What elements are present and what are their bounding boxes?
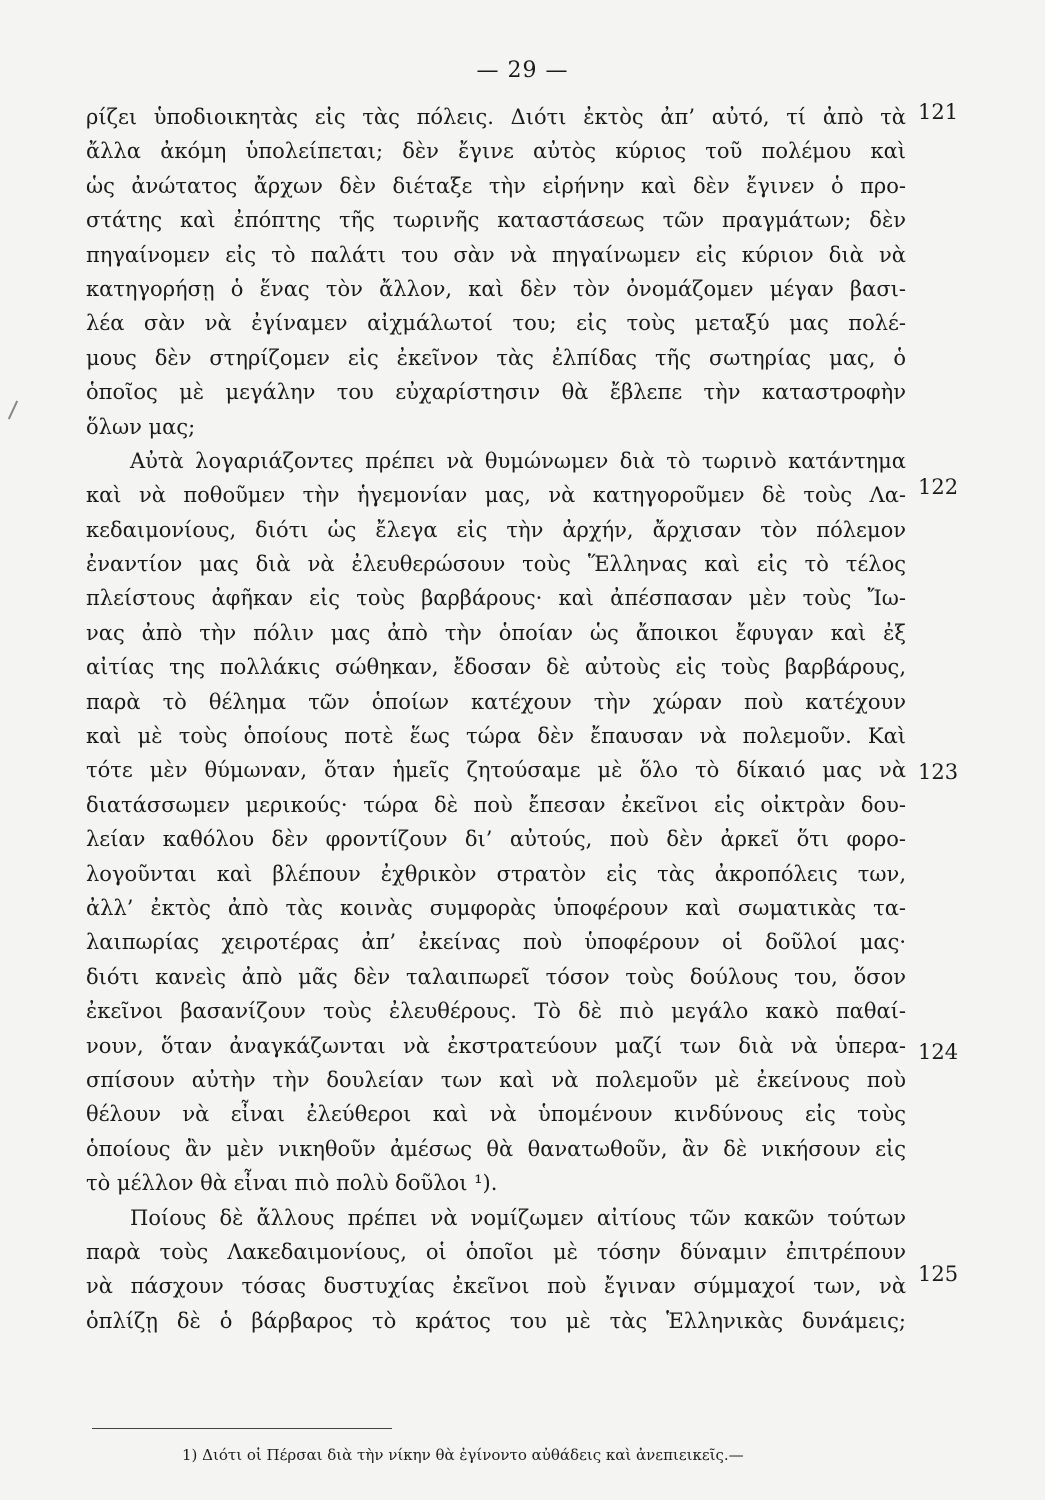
text-line: τότε μὲν θύμωναν, ὅταν ἡμεῖς ζητούσαμε μὲ ὅλο τὸ δίκαιό μας νὰ xyxy=(86,758,906,783)
text-line: πλείστους ἀφῆκαν εἰς τοὺς βαρβάρους· καὶ ἀπέσπασαν μὲν τοὺς Ἴω- xyxy=(86,586,906,611)
text-line: λογοῦνται καὶ βλέπουν ἐχθρικὸν στρατὸν εἰς τὰς ἀκροπόλεις των, xyxy=(86,861,906,886)
text-line: ὅλων μας; xyxy=(86,414,196,439)
text-line: ἀλλ’ ἐκτὸς ἀπὸ τὰς κοινὰς συμφορὰς ὑποφέρουν καὶ σωματικὰς τα- xyxy=(86,895,906,920)
text-line: λέα σὰν νὰ ἐγίναμεν αἰχμάλωτοί του; εἰς τοὺς μεταξύ μας πολέ- xyxy=(86,311,906,336)
page-number: — 29 — xyxy=(476,58,569,83)
text-line: ρίζει ὑποδιοικητὰς εἰς τὰς πόλεις. Διότι ἐκτὸς ἀπ’ αὐτό, τί ἀπὸ τὰ xyxy=(86,105,906,129)
footnote-divider xyxy=(92,1428,392,1429)
text-line: νὰ πάσχουν τόσας δυστυχίας ἐκεῖνοι ποὺ ἔγιναν σύμμαχοί των, νὰ xyxy=(86,1274,906,1299)
text-line: διότι κανεὶς ἀπὸ μᾶς δὲν ταλαιπωρεῖ τόσον τοὺς δούλους του, ὅσον xyxy=(86,964,906,989)
text-line: διατάσσωμεν μερικούς· τώρα δὲ ποὺ ἔπεσαν ἐκεῖνοι εἰς οἰκτρὰν δου- xyxy=(86,792,906,817)
section-number: 123 xyxy=(918,760,959,784)
text-line: θέλουν νὰ εἶναι ἐλεύθεροι καὶ νὰ ὑπομένουν κινδύνους εἰς τοὺς xyxy=(86,1102,906,1127)
text-line: ὁποῖος μὲ μεγάλην του εὐχαρίστησιν θὰ ἔβλεπε τὴν καταστροφὴν xyxy=(86,380,906,405)
text-line: κατηγορήσῃ ὁ ἕνας τὸν ἄλλον, καὶ δὲν τὸν ὀνομάζομεν μέγαν βασι- xyxy=(86,276,906,301)
text-line: Αὐτὰ λογαριάζοντες πρέπει νὰ θυμώνωμεν διὰ τὸ τωρινὸ κατάντημα xyxy=(130,448,906,473)
text-line: καὶ μὲ τοὺς ὁποίους ποτὲ ἕως τώρα δὲν ἔπαυσαν νὰ πολεμοῦν. Καὶ xyxy=(86,724,906,749)
section-number: 125 xyxy=(918,1262,959,1286)
stray-mark xyxy=(8,401,18,420)
text-line: νας ἀπὸ τὴν πόλιν μας ἀπὸ τὴν ὁποίαν ὡς ἄποικοι ἔφυγαν καὶ ἐξ xyxy=(86,620,906,645)
text-line: τὸ μέλλον θὰ εἶναι πιὸ πολὺ δοῦλοι ¹). xyxy=(86,1171,498,1196)
text-line: ὁπλίζῃ δὲ ὁ βάρβαρος τὸ κράτος του μὲ τὰς Ἑλληνικὰς δυνάμεις; xyxy=(86,1308,906,1333)
text-line: παρὰ τοὺς Λακεδαιμονίους, οἱ ὁποῖοι μὲ τόσην δύναμιν ἐπιτρέπουν xyxy=(86,1239,906,1264)
main-text xyxy=(86,100,906,1338)
text-line: λείαν καθόλου δὲν φροντίζουν δι’ αὐτούς, ποὺ δὲν ἀρκεῖ ὅτι φορο- xyxy=(86,827,906,852)
text-line: ἄλλα ἀκόμη ὑπολείπεται; δὲν ἔγινε αὐτὸς κύριος τοῦ πολέμου καὶ xyxy=(86,139,906,164)
text-line: ὡς ἀνώτατος ἄρχων δὲν διέταξε τὴν εἰρήνην καὶ δὲν ἔγινεν ὁ προ- xyxy=(86,173,906,198)
text-line: ἐκεῖνοι βασανίζουν τοὺς ἐλευθέρους. Τὸ δὲ πιὸ μεγάλο κακὸ παθαί- xyxy=(86,999,906,1024)
text-line: πηγαίνομεν εἰς τὸ παλάτι του σὰν νὰ πηγαίνωμεν εἰς κύριον διὰ νὰ xyxy=(86,242,906,267)
text-line: ἐναντίον μας διὰ νὰ ἐλευθερώσουν τοὺς Ἕλληνας καὶ εἰς τὸ τέλος xyxy=(86,552,906,577)
section-number: 121 xyxy=(918,100,959,124)
text-line: αἰτίας της πολλάκις σώθηκαν, ἔδοσαν δὲ αὐτοὺς εἰς τοὺς βαρβάρους, xyxy=(86,655,906,680)
section-number: 122 xyxy=(918,475,959,499)
text-line: λαιπωρίας χειροτέρας ἀπ’ ἐκείνας ποὺ ὑποφέρουν οἱ δοῦλοί μας· xyxy=(86,930,906,955)
text-line: νουν, ὅταν ἀναγκάζωνται νὰ ἐκστρατεύουν μαζί των διὰ νὰ ὑπερα- xyxy=(86,1033,906,1058)
text-line: ὁποίους ἂν μὲν νικηθοῦν ἀμέσως θὰ θανατωθοῦν, ἂν δὲ νικήσουν εἰς xyxy=(86,1136,906,1161)
text-line: στάτης καὶ ἐπόπτης τῆς τωρινῆς καταστάσεως τῶν πραγμάτων; δὲν xyxy=(86,208,906,233)
text-line: καὶ νὰ ποθοῦμεν τὴν ἡγεμονίαν μας, νὰ κατηγοροῦμεν δὲ τοὺς Λα- xyxy=(86,483,906,508)
footnote: 1) Διότι οἱ Πέρσαι διὰ τὴν νίκην θὰ ἐγίνοντο αὐθάδεις καὶ ἀνεπιεικεῖς.— xyxy=(182,1446,744,1464)
text-line: σπίσουν αὐτὴν τὴν δουλείαν των καὶ νὰ πολεμοῦν μὲ ἐκείνους ποὺ xyxy=(86,1067,906,1092)
section-number: 124 xyxy=(918,1040,959,1064)
text-line: παρὰ τὸ θέλημα τῶν ὁποίων κατέχουν τὴν χώραν ποὺ κατέχουν xyxy=(86,689,906,714)
text-line: Ποίους δὲ ἄλλους πρέπει νὰ νομίζωμεν αἰτίους τῶν κακῶν τούτων xyxy=(130,1205,906,1230)
text-line: μους δὲν στηρίζομεν εἰς ἐκεῖνον τὰς ἐλπίδας τῆς σωτηρίας μας, ὁ xyxy=(86,345,906,370)
text-line: κεδαιμονίους, διότι ὡς ἔλεγα εἰς τὴν ἀρχήν, ἄρχισαν τὸν πόλεμον xyxy=(86,517,906,542)
